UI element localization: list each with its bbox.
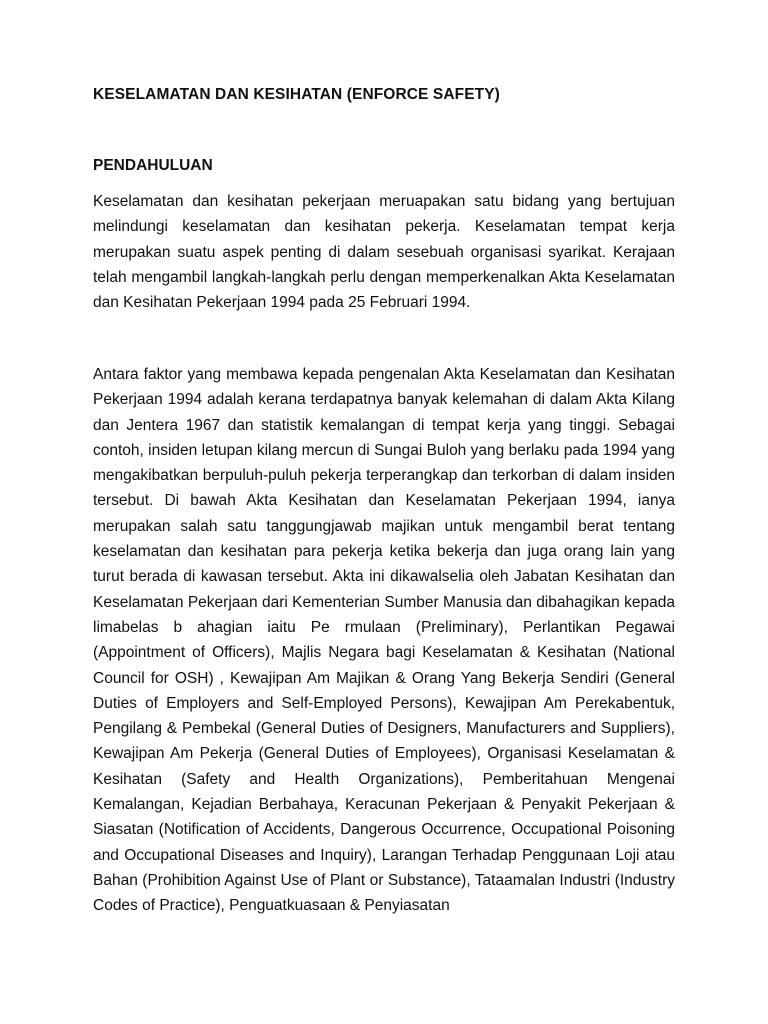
paragraph-line: Codes of Practice), Penguatkuasaan & Penyiasatan [93, 897, 450, 915]
paragraph-line: melindungi keselamatan dan kesihatan pekerja. Keselamatan tempat kerja [93, 218, 675, 236]
paragraph-line: Antara faktor yang membawa kepada pengenalan Akta Keselamatan dan Kesihatan [93, 366, 675, 383]
paragraph-line: Duties of Employers and Self-Employed Persons), Kewajipan Am Perekabentuk, [93, 694, 675, 712]
paragraph-line: tersebut. Di bawah Akta Kesihatan dan Keselamatan Pekerjaan 1994, ianya [93, 492, 675, 510]
paragraph-line: and Occupational Diseases and Inquiry), Larangan Terhadap Penggunaan Loji atau [93, 846, 675, 864]
paragraph-line: dan Jentera 1967 dan statistik kemalangan di tempat kerja yang tinggi. Sebagai [93, 416, 675, 434]
paragraph-line: merupakan suatu aspek penting di dalam sesebuah organisasi syarikat. Kerajaan [93, 243, 675, 261]
paragraph-factors [93, 362, 675, 919]
section-heading: PENDAHULUAN [93, 157, 213, 174]
paragraph-line: (Appointment of Officers), Majlis Negara bagi Keselamatan & Kesihatan (National [93, 644, 675, 662]
paragraph-line: Pekerjaan 1994 adalah kerana terdapatnya banyak kelemahan di dalam Akta Kilang [93, 391, 675, 409]
paragraph-line: contoh, insiden letupan kilang mercun di Sungai Buloh yang berlaku pada 1994 yang [93, 441, 675, 459]
paragraph-line: Kewajipan Am Pekerja (General Duties of Employees), Organisasi Keselamatan & [93, 745, 675, 763]
document-title: KESELAMATAN DAN KESIHATAN (ENFORCE SAFETY) [93, 86, 500, 103]
paragraph-line: Kesihatan (Safety and Health Organizations), Pemberitahuan Mengenai [93, 770, 675, 788]
paragraph-intro [93, 189, 675, 315]
paragraph-line: telah mengambil langkah-langkah perlu dengan memperkenalkan Akta Keselamatan [93, 268, 675, 286]
paragraph-line: dan Kesihatan Pekerjaan 1994 pada 25 Februari 1994. [93, 294, 471, 312]
paragraph-line: Siasatan (Notification of Accidents, Dangerous Occurrence, Occupational Poisoning [93, 821, 675, 839]
paragraph-line: Council for OSH) , Kewajipan Am Majikan & Orang Yang Bekerja Sendiri (General [93, 669, 675, 687]
paragraph-line: Kemalangan, Kejadian Berbahaya, Keracunan Pekerjaan & Penyakit Pekerjaan & [93, 796, 675, 814]
paragraph-line: Keselamatan Pekerjaan dari Kementerian Sumber Manusia dan dibahagikan kepada [93, 593, 675, 611]
paragraph-line: Bahan (Prohibition Against Use of Plant or Substance), Tataamalan Industri (Industry [93, 871, 675, 889]
paragraph-line: turut berada di kawasan tersebut. Akta ini dikawalselia oleh Jabatan Kesihatan dan [93, 568, 675, 586]
paragraph-line: merupakan salah satu tanggungjawab majikan untuk mengambil berat tentang [93, 517, 675, 535]
paragraph-line: Keselamatan dan kesihatan pekerjaan meruapakan satu bidang yang bertujuan [93, 193, 675, 210]
paragraph-line: limabelas b ahagian iaitu Pe rmulaan (Preliminary), Perlantikan Pegawai [93, 618, 675, 636]
paragraph-line: mengakibatkan berpuluh-puluh pekerja terperangkap dan terkorban di dalam insiden [93, 467, 675, 485]
paragraph-line: Pengilang & Pembekal (General Duties of Designers, Manufacturers and Suppliers), [93, 720, 675, 738]
paragraph-line: keselamatan dan kesihatan para pekerja ketika bekerja dan juga orang lain yang [93, 543, 675, 561]
